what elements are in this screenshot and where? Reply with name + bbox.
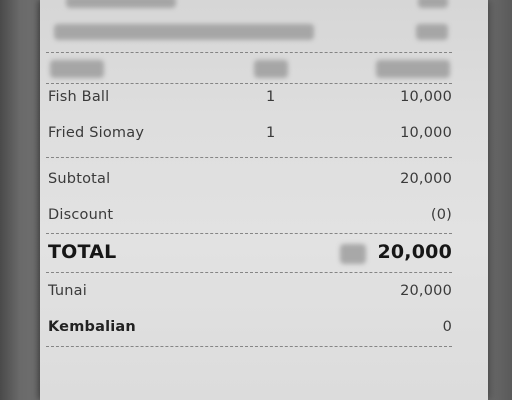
blurred-currency [340, 244, 366, 264]
total-value: 20,000 [377, 241, 452, 263]
blurred-column-item [50, 60, 104, 78]
receipt-paper [40, 0, 488, 400]
divider [46, 272, 452, 273]
blurred-column-amount [376, 60, 450, 78]
divider [46, 157, 452, 158]
item-qty: 1 [266, 89, 276, 105]
blurred-header-right-1 [418, 0, 448, 8]
blurred-header-right-2 [416, 24, 448, 40]
blurred-column-qty [254, 60, 288, 78]
divider [46, 346, 452, 347]
change-value: 0 [442, 319, 452, 335]
subtotal-value: 20,000 [400, 171, 452, 187]
item-amount: 10,000 [400, 89, 452, 105]
total-label: TOTAL [48, 241, 117, 263]
cash-value: 20,000 [400, 283, 452, 299]
divider [46, 83, 452, 84]
divider [46, 233, 452, 234]
item-qty: 1 [266, 125, 276, 141]
item-name: Fried Siomay [48, 125, 145, 141]
subtotal-label: Subtotal [48, 171, 111, 187]
blurred-header-line-2 [54, 24, 314, 40]
divider [46, 52, 452, 53]
change-label: Kembalian [48, 319, 136, 335]
item-amount: 10,000 [400, 125, 452, 141]
discount-label: Discount [48, 207, 114, 223]
blurred-header-line-1 [66, 0, 176, 8]
cash-label: Tunai [48, 283, 87, 299]
item-name: Fish Ball [48, 89, 110, 105]
discount-value: (0) [430, 207, 452, 223]
